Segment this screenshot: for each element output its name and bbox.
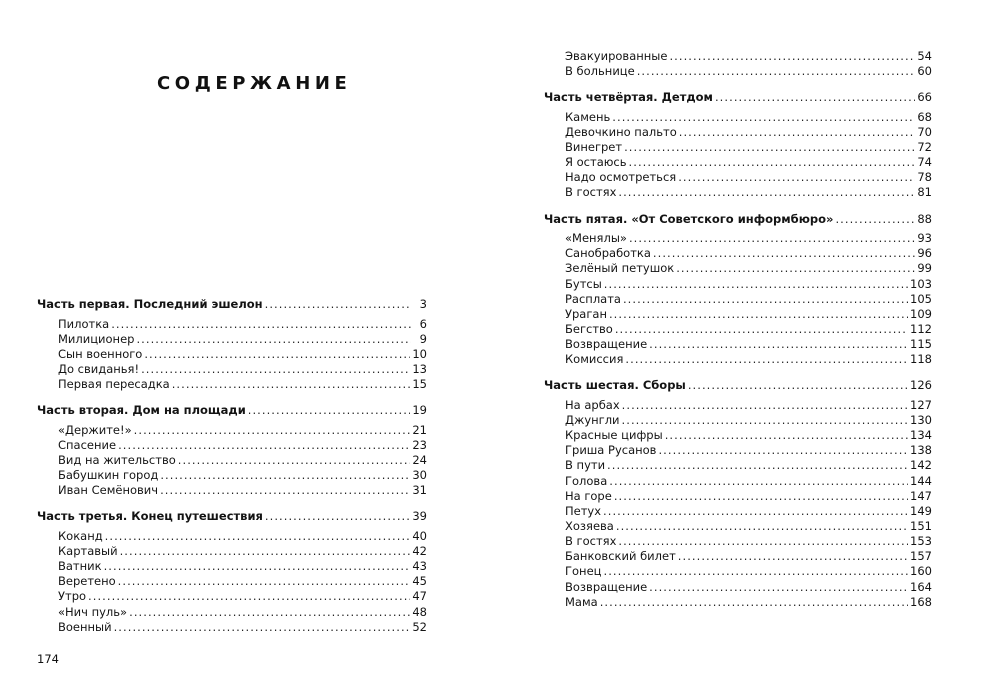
page-number: 174 [37, 652, 59, 666]
toc-section-entry [544, 211, 932, 229]
page-ref: 160 [910, 564, 932, 579]
dot-leader [120, 544, 411, 559]
page-ref: 74 [917, 155, 932, 170]
chapter-title: Веретено [58, 574, 116, 589]
chapter-title: «Менялы» [565, 231, 627, 246]
dot-leader [603, 564, 908, 579]
page-ref: 21 [412, 422, 427, 437]
page-ref: 96 [917, 246, 932, 261]
dot-leader [609, 474, 908, 489]
toc-chapter-entry [544, 474, 932, 489]
page-ref: 10 [412, 346, 427, 361]
dot-leader [118, 438, 410, 453]
dot-leader [172, 377, 411, 392]
toc-chapter-entry [544, 155, 932, 170]
toc-left-column [37, 296, 427, 635]
toc-section-entry [37, 402, 427, 420]
chapter-title: Иван Семёнович [58, 483, 159, 498]
chapter-title: Вид на жительство [58, 452, 176, 467]
toc-right-column [544, 49, 932, 610]
toc-chapter-entry [37, 362, 427, 377]
toc-chapter-entry [544, 292, 932, 307]
chapter-title: До свиданья! [58, 361, 140, 376]
toc-chapter-entry [544, 49, 932, 64]
page-ref: 118 [910, 352, 932, 367]
dot-leader [609, 307, 908, 322]
page-ref: 40 [412, 528, 427, 543]
chapter-title: Ураган [565, 306, 607, 321]
toc-chapter-entry [37, 574, 427, 589]
page-ref: 149 [910, 503, 932, 518]
chapter-title: В гостях [565, 534, 617, 549]
page-ref: 54 [917, 49, 932, 63]
dot-leader [618, 185, 915, 200]
dot-leader [835, 211, 915, 229]
chapter-title: Джунгли [565, 413, 620, 428]
toc-chapter-entry [37, 377, 427, 392]
page-ref: 78 [917, 170, 932, 185]
page-ref: 126 [910, 378, 932, 393]
page-ref: 48 [412, 604, 427, 619]
dot-leader [715, 89, 915, 107]
page-ref: 144 [910, 473, 932, 488]
chapter-title: Зелёный петушок [565, 261, 675, 276]
dot-leader [678, 549, 908, 564]
dot-leader [649, 337, 908, 352]
chapter-title: Камень [565, 109, 611, 124]
toc-chapter-entry [37, 332, 427, 347]
toc-chapter-entry [544, 398, 932, 413]
dot-leader [676, 261, 915, 276]
dot-leader [688, 377, 908, 395]
chapter-title: «Держите!» [58, 422, 132, 437]
page-ref: 30 [412, 468, 427, 483]
dot-leader [141, 362, 410, 377]
chapter-title: Первая пересадка [58, 377, 170, 392]
dot-leader [658, 443, 908, 458]
chapter-title: На арбах [565, 397, 620, 412]
page-ref: 45 [412, 574, 427, 589]
chapter-title: Возвращение [565, 579, 648, 594]
chapter-title: Девочкино пальто [565, 124, 677, 139]
dot-leader [622, 398, 908, 413]
dot-leader [134, 423, 411, 438]
page-ref: 81 [917, 185, 932, 200]
page-ref: 72 [917, 140, 932, 155]
toc-chapter-entry [544, 170, 932, 185]
toc-chapter-entry [37, 423, 427, 438]
dot-leader [614, 489, 908, 504]
chapter-title: Эвакуированные [565, 49, 668, 63]
page-ref: 31 [412, 483, 427, 498]
dot-leader [615, 322, 908, 337]
page-ref: 24 [412, 452, 427, 467]
chapter-title: Гонец [565, 564, 602, 579]
dot-leader [623, 292, 908, 307]
dot-leader [629, 231, 915, 246]
page-ref: 105 [910, 291, 932, 306]
page-ref: 6 [419, 316, 427, 331]
dot-leader [616, 519, 908, 534]
toc-chapter-entry [544, 458, 932, 473]
dot-leader [178, 453, 411, 468]
chapter-title: Картавый [58, 544, 118, 559]
toc-chapter-entry [544, 307, 932, 322]
section-title: Часть пятая. «От Советского информбюро» [544, 211, 834, 226]
dot-leader [649, 580, 908, 595]
page-ref: 68 [917, 109, 932, 124]
dot-leader [637, 64, 916, 79]
chapter-title: Банковский билет [565, 549, 676, 564]
toc-chapter-entry [544, 580, 932, 595]
page-ref: 164 [910, 579, 932, 594]
section-title: Часть первая. Последний эшелон [37, 297, 263, 311]
dot-leader [603, 504, 908, 519]
page-ref: 60 [917, 64, 932, 79]
page-ref: 134 [910, 428, 932, 443]
toc-chapter-entry [37, 605, 427, 620]
dot-leader [625, 352, 908, 367]
page-ref: 99 [917, 261, 932, 276]
chapter-title: Хозяева [565, 519, 614, 534]
toc-chapter-entry [544, 443, 932, 458]
toc-section-entry [37, 508, 427, 526]
chapter-title: В гостях [565, 185, 617, 200]
chapter-title: Пилотка [58, 316, 110, 331]
chapter-title: В больнице [565, 64, 635, 79]
toc-section [37, 402, 427, 498]
dot-leader [136, 332, 411, 347]
dot-leader [622, 413, 909, 428]
chapter-title: Военный [58, 619, 112, 634]
dot-leader [248, 402, 411, 420]
toc-chapter-entry [37, 483, 427, 498]
page-ref: 127 [910, 397, 932, 412]
toc-chapter-entry [544, 564, 932, 579]
chapter-title: Бутсы [565, 276, 602, 291]
toc-chapter-entry [37, 559, 427, 574]
dot-leader [678, 170, 915, 185]
dot-leader [105, 529, 411, 544]
toc-chapter-entry [544, 64, 932, 79]
toc-continuation [544, 49, 932, 79]
dot-leader [629, 155, 916, 170]
chapter-title: Ватник [58, 559, 102, 574]
dot-leader [653, 246, 915, 261]
chapter-title: Утро [58, 589, 87, 604]
toc-chapter-entry [544, 549, 932, 564]
page-ref: 103 [910, 276, 932, 291]
page-ref: 15 [412, 377, 427, 392]
section-title: Часть четвёртая. Детдом [544, 90, 713, 105]
toc-chapter-entry [544, 125, 932, 140]
toc-section [544, 89, 932, 200]
toc-chapter-entry [544, 352, 932, 367]
chapter-title: Надо осмотреться [565, 170, 677, 185]
toc-chapter-entry [37, 468, 427, 483]
toc-chapter-entry [37, 347, 427, 362]
page-ref: 3 [419, 297, 427, 311]
dot-leader [265, 296, 411, 314]
chapter-title: В пути [565, 458, 606, 473]
page-title: СОДЕРЖАНИЕ [157, 73, 352, 94]
toc-chapter-entry [544, 231, 932, 246]
toc-chapter-entry [37, 529, 427, 544]
page-ref: 112 [910, 321, 932, 336]
page-ref: 43 [412, 559, 427, 574]
chapter-title: Красные цифры [565, 428, 663, 443]
page-ref: 168 [910, 594, 932, 609]
chapter-title: Бабушкин город [58, 468, 159, 483]
dot-leader [160, 468, 410, 483]
dot-leader [669, 49, 915, 64]
dot-leader [604, 277, 908, 292]
dot-leader [88, 589, 410, 604]
page-ref: 42 [412, 544, 427, 559]
page-ref: 138 [910, 443, 932, 458]
chapter-title: Расплата [565, 291, 621, 306]
toc-chapter-entry [37, 544, 427, 559]
toc-chapter-entry [37, 620, 427, 635]
toc-chapter-entry [544, 337, 932, 352]
toc-section [544, 377, 932, 609]
page-ref: 142 [910, 458, 932, 473]
toc-chapter-entry [37, 317, 427, 332]
toc-chapter-entry [544, 519, 932, 534]
chapter-title: Комиссия [565, 352, 624, 367]
dot-leader [118, 574, 411, 589]
dot-leader [665, 428, 908, 443]
page-ref: 13 [412, 361, 427, 376]
dot-leader [679, 125, 916, 140]
toc-section-entry [544, 89, 932, 107]
page-ref: 88 [917, 211, 932, 226]
toc-chapter-entry [544, 110, 932, 125]
page-ref: 147 [910, 488, 932, 503]
toc-chapter-entry [544, 140, 932, 155]
toc-section-entry [544, 377, 932, 395]
toc-section [37, 296, 427, 392]
dot-leader [111, 317, 411, 332]
page-ref: 93 [917, 231, 932, 246]
dot-leader [600, 595, 908, 610]
chapter-title: Возвращение [565, 337, 648, 352]
toc-chapter-entry [544, 261, 932, 276]
page-ref: 70 [917, 124, 932, 139]
toc-chapter-entry [37, 438, 427, 453]
page-ref: 23 [412, 437, 427, 452]
dot-leader [160, 483, 410, 498]
toc-section [544, 211, 932, 368]
toc-chapter-entry [544, 428, 932, 443]
toc-chapter-entry [544, 595, 932, 610]
page-ref: 19 [412, 403, 427, 418]
page-ref: 151 [910, 519, 932, 534]
toc-chapter-entry [544, 246, 932, 261]
page-ref: 109 [910, 306, 932, 321]
toc-chapter-entry [544, 185, 932, 200]
dot-leader [144, 347, 410, 362]
dot-leader [265, 508, 410, 526]
toc-chapter-entry [544, 489, 932, 504]
toc-chapter-entry [544, 277, 932, 292]
toc-section [37, 508, 427, 634]
chapter-title: Петух [565, 503, 602, 518]
toc-section-entry [37, 296, 427, 314]
dot-leader [104, 559, 411, 574]
chapter-title: Коканд [58, 528, 103, 543]
section-title: Часть третья. Конец путешествия [37, 509, 263, 524]
toc-chapter-entry [544, 534, 932, 549]
dot-leader [612, 110, 915, 125]
dot-leader [129, 605, 410, 620]
chapter-title: Сын военного [58, 346, 143, 361]
section-title: Часть вторая. Дом на площади [37, 403, 246, 418]
page-ref: 9 [419, 331, 427, 346]
page-ref: 153 [910, 534, 932, 549]
toc-chapter-entry [37, 453, 427, 468]
page-ref: 66 [917, 90, 932, 105]
chapter-title: Санобработка [565, 246, 651, 261]
chapter-title: Винегрет [565, 140, 623, 155]
chapter-title: Я остаюсь [565, 155, 627, 170]
page-ref: 39 [412, 509, 427, 524]
page-ref: 157 [910, 549, 932, 564]
chapter-title: Бегство [565, 321, 613, 336]
dot-leader [114, 620, 411, 635]
chapter-title: Милиционер [58, 331, 135, 346]
dot-leader [607, 458, 908, 473]
page-ref: 52 [412, 619, 427, 634]
chapter-title: Мама [565, 594, 598, 609]
toc-chapter-entry [37, 589, 427, 604]
section-title: Часть шестая. Сборы [544, 378, 686, 393]
chapter-title: Гриша Русанов [565, 443, 657, 458]
toc-chapter-entry [544, 504, 932, 519]
page-ref: 115 [910, 337, 932, 352]
chapter-title: Спасение [58, 437, 117, 452]
page-ref: 47 [412, 589, 427, 604]
chapter-title: «Нич пуль» [58, 604, 128, 619]
dot-leader [618, 534, 908, 549]
chapter-title: Голова [565, 473, 608, 488]
toc-chapter-entry [544, 322, 932, 337]
chapter-title: На горе [565, 488, 612, 503]
dot-leader [624, 140, 915, 155]
page-ref: 130 [910, 413, 932, 428]
toc-chapter-entry [544, 413, 932, 428]
